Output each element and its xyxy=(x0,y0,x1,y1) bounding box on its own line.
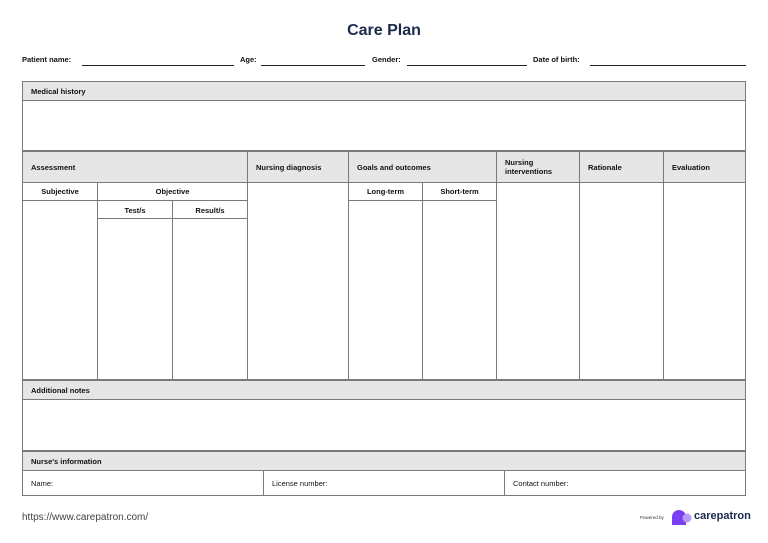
subjective-header: Subjective xyxy=(41,187,79,196)
age-label: Age: xyxy=(240,55,257,64)
page-title: Care Plan xyxy=(347,22,421,39)
nurse-name-field[interactable]: Name: xyxy=(31,478,54,488)
nursing-interventions-header: Nursing interventions xyxy=(505,158,553,176)
additional-notes-field[interactable] xyxy=(23,400,745,450)
subjective-field[interactable] xyxy=(23,201,97,379)
short-term-field[interactable] xyxy=(423,201,496,379)
evaluation-header: Evaluation xyxy=(672,162,710,172)
gender-label: Gender: xyxy=(372,55,401,64)
carepatron-logo-icon xyxy=(670,509,692,526)
goals-header: Goals and outcomes xyxy=(357,162,431,172)
nursing-diagnosis-field[interactable] xyxy=(248,183,348,379)
nurse-info-section xyxy=(22,451,746,496)
tests-header: Test/s xyxy=(124,205,146,215)
nursing-interventions-field[interactable] xyxy=(497,183,579,379)
rationale-header: Rationale xyxy=(588,162,622,172)
dob-label: Date of birth: xyxy=(533,55,580,64)
patient-name-label: Patient name: xyxy=(22,55,72,64)
care-table xyxy=(22,151,746,380)
additional-notes-section xyxy=(22,380,746,451)
medical-history-field[interactable] xyxy=(23,101,745,150)
evaluation-field[interactable] xyxy=(664,183,745,379)
tests-field[interactable] xyxy=(98,219,172,379)
medical-history-section xyxy=(22,81,746,151)
nursing-diagnosis-header: Nursing diagnosis xyxy=(256,162,322,172)
results-header: Result/s xyxy=(195,205,225,215)
carepatron-brand: carepatron xyxy=(694,510,751,522)
long-term-field[interactable] xyxy=(349,201,422,379)
website-link[interactable]: https://www.carepatron.com/ xyxy=(22,512,149,523)
medical-history-header: Medical history xyxy=(23,82,745,100)
long-term-header: Long-term xyxy=(366,187,405,196)
rationale-field[interactable] xyxy=(580,183,663,379)
results-field[interactable] xyxy=(173,219,247,379)
assessment-header: Assessment xyxy=(31,162,76,172)
contact-number-field[interactable]: Contact number: xyxy=(513,478,569,488)
powered-by-label: Powered by xyxy=(640,515,664,520)
additional-notes-header: Additional notes xyxy=(23,381,745,399)
short-term-header: Short-term xyxy=(440,187,479,196)
nurse-info-header: Nurse's information xyxy=(23,452,745,470)
objective-header: Objective xyxy=(155,187,190,196)
license-number-field[interactable]: License number: xyxy=(272,478,328,488)
